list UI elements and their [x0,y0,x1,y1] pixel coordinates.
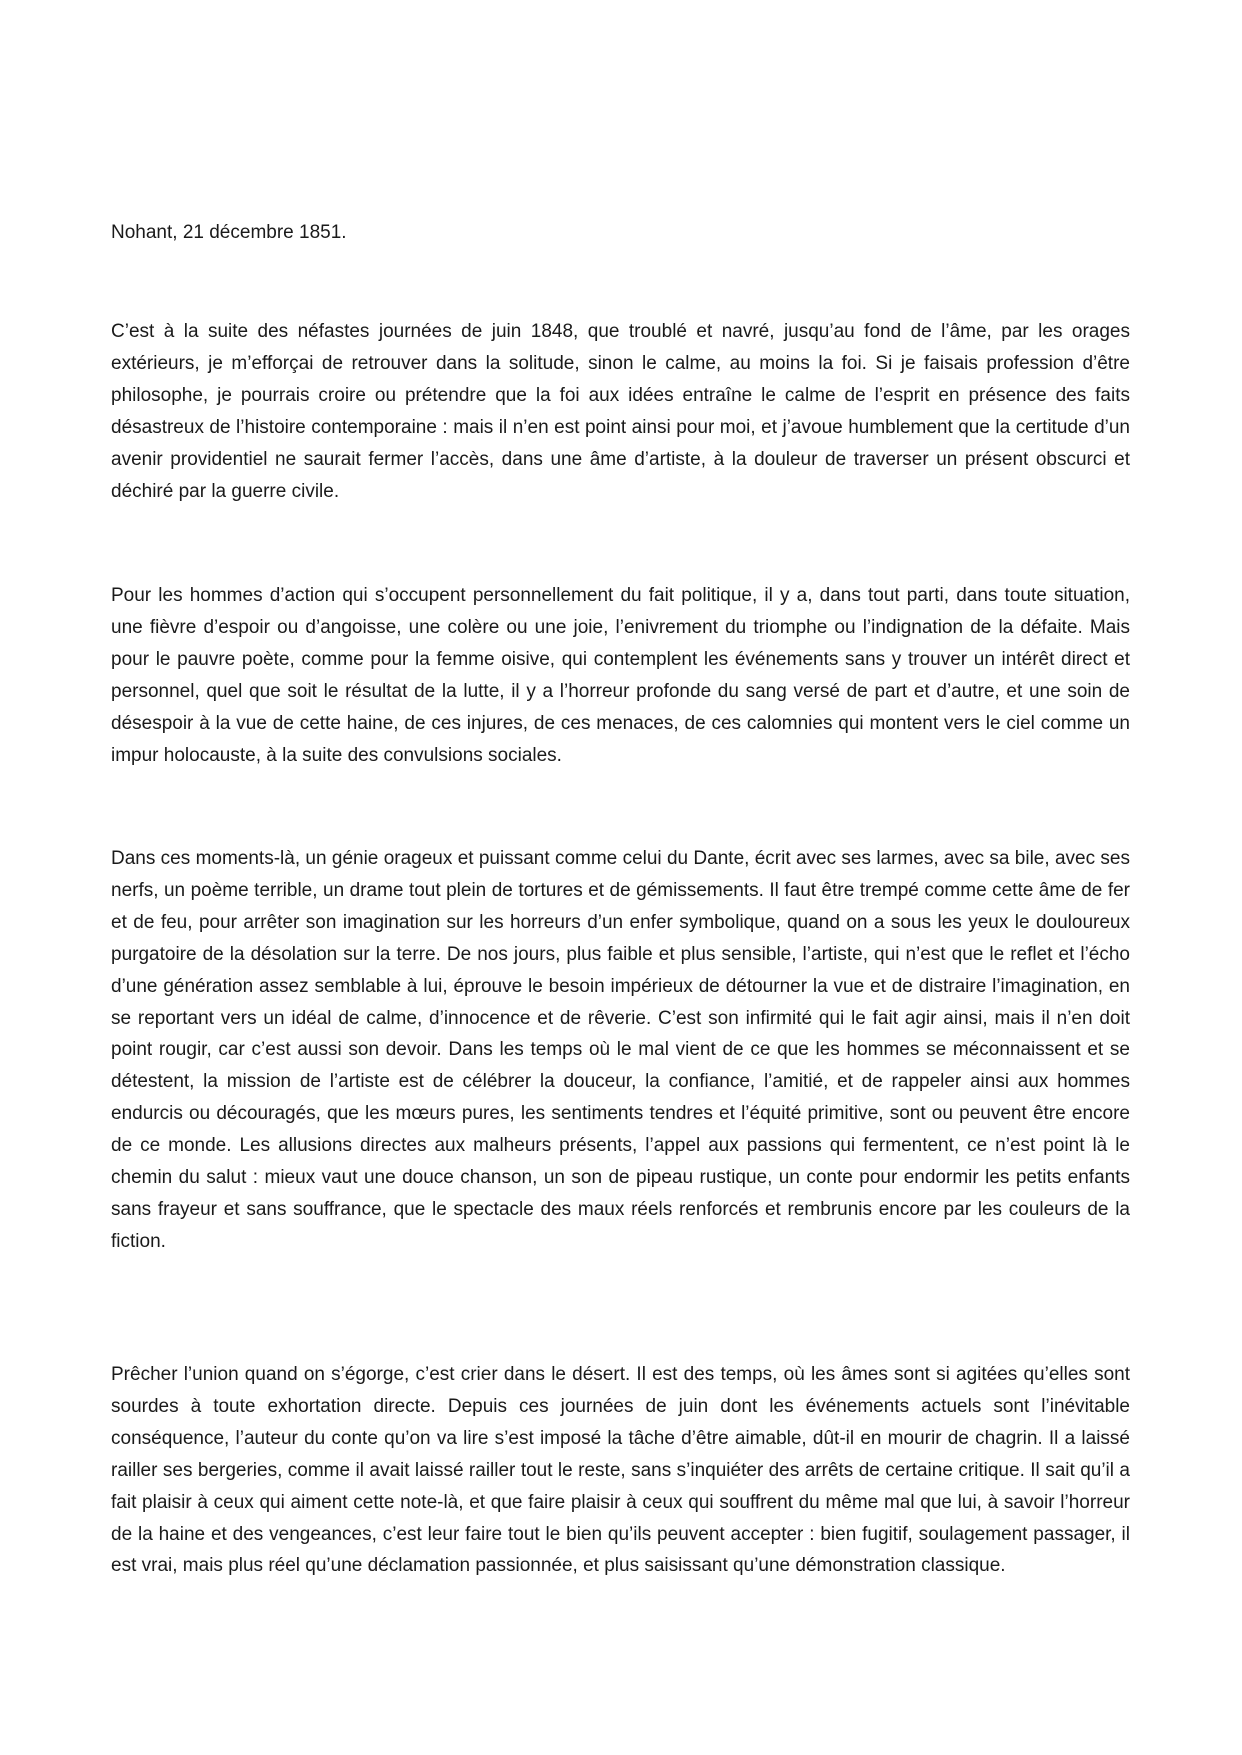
paragraph-2: Pour les hommes d’action qui s’occupent personnellement du fait politique, il y a, dans tout parti, dans toute situation, une fièvre d’espoir ou d’angoisse, une colère ou une joie, l’enivrement du triomphe ou l’indignation de la défaite. Mais pour le pauvre poète, comme pour la femme oisive, qui contemplent les événements sans y trouver un intérêt direct et personnel, quel que soit le résultat de la lutte, il y a l’horreur profonde du sang versé de part et d’autre, et une soin de désespoir à la vue de cette haine, de ces injures, de ces menaces, de ces calomnies qui montent vers le ciel comme un impur holocauste, à la suite des convulsions sociales. [111,585,1130,766]
paragraph-4: Prêcher l’union quand on s’égorge, c’est crier dans le désert. Il est des temps, où les âmes sont si agitées qu’elles sont sourdes à toute exhortation directe. Depuis ces journées de juin dont les événements actuels sont l’inévitable conséquence, l’auteur du conte qu’on va lire s’est imposé la tâche d’être aimable, dût-il en mourir de chagrin. Il a laissé railler ses bergeries, comme il avait laissé railler tout le reste, sans s’inquiéter des arrêts de certaine critique. Il sait qu’il a fait plaisir à ceux qui aiment cette note-là, et que faire plaisir à ceux qui souffrent du même mal que lui, à savoir l’horreur de la haine et des vengeances, c’est leur faire tout le bien qu’ils peuvent accepter : bien fugitif, soulagement passager, il est vrai, mais plus réel qu’une déclamation passionnée, et plus saisissant qu’une démonstration classique. [111,1364,1130,1577]
date-line: Nohant, 21 décembre 1851. [111,222,347,243]
paragraph-3: Dans ces moments-là, un génie orageux et puissant comme celui du Dante, écrit avec ses larmes, avec sa bile, avec ses nerfs, un poème terrible, un drame tout plein de tortures et de gémissements. Il faut être trempé comme cette âme de fer et de feu, pour arrêter son imagination sur les horreurs d’un enfer symbolique, quand on a sous les yeux le douloureux purgatoire de la désolation sur la terre. De nos jours, plus faible et plus sensible, l’artiste, qui n’est que le reflet et l’écho d’une génération assez semblable à lui, éprouve le besoin impérieux de détourner la vue et de distraire l’imagination, en se reportant vers un idéal de calme, d’innocence et de rêverie. C’est son infirmité qui le fait agir ainsi, mais il n’en doit point rougir, car c’est aussi son devoir. Dans les temps où le mal vient de ce que les hommes se méconnaissent et se détestent, la mission de l’artiste est de célébrer la douceur, la confiance, l’amitié, et de rappeler ainsi aux hommes endurcis ou découragés, que les mœurs pures, les sentiments tendres et l’équité primitive, sont ou peuvent être encore de ce monde. Les allusions directes aux malheurs présents, l’appel aux passions qui fermentent, ce n’est point là le chemin du salut : mieux vaut une douce chanson, un son de pipeau rustique, un conte pour endormir les petits enfants sans frayeur et sans souffrance, que le spectacle des maux réels renforcés et rembrunis encore par les couleurs de la fiction. [111,848,1130,1252]
paragraph-1: C’est à la suite des néfastes journées de juin 1848, que troublé et navré, jusqu’au fond de l’âme, par les orages extérieurs, je m’efforçai de retrouver dans la solitude, sinon le calme, au moins la foi. Si je faisais profession d’être philosophe, je pourrais croire ou prétendre que la foi aux idées entraîne le calme de l’esprit en présence des faits désastreux de l’histoire contemporaine : mais il n’en est point ainsi pour moi, et j’avoue humblement que la certitude d’un avenir providentiel ne saurait fermer l’accès, dans une âme d’artiste, à la douleur de traverser un présent obscurci et déchiré par la guerre civile. [111,321,1130,502]
